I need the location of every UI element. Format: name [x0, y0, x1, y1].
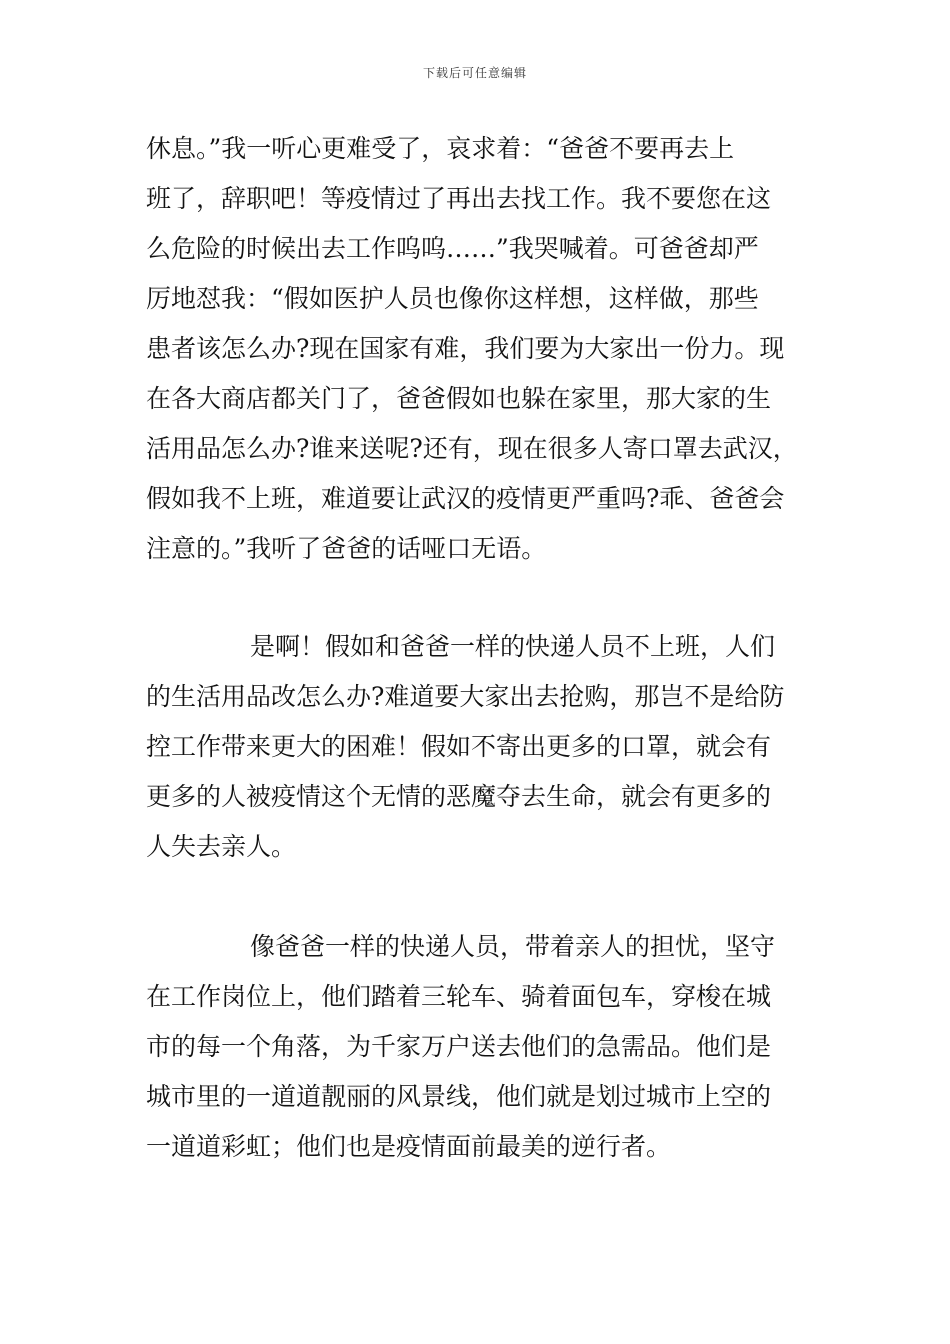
paragraph-line: 在各大商店都关门了，爸爸假如也躲在家里，那大家的生: [146, 384, 772, 413]
paragraph-line: 人失去亲人。: [146, 832, 297, 861]
paragraph-line: 的生活用品改怎么办?难道要大家出去抢购，那岂不是给防: [146, 682, 785, 711]
paragraph-line: 班了，辞职吧！等疫情过了再出去找工作。我不要您在这: [146, 184, 772, 213]
paragraph-line: 休息。”我一听心更难受了，哀求着：“爸爸不要再去上: [146, 134, 735, 163]
paragraph-line: 在工作岗位上，他们踏着三轮车、骑着面包车，穿梭在城: [146, 982, 772, 1011]
paragraph-line: 活用品怎么办?谁来送呢?还有，现在很多人寄口罩去武汉，: [146, 434, 798, 463]
paragraph-2: [146, 622, 808, 872]
paragraph-3: [146, 922, 808, 1172]
paragraph-1: [146, 124, 808, 574]
paragraph-line: 厉地怼我：“假如医护人员也像你这样想，这样做，那些: [146, 284, 759, 313]
paragraph-line: 像爸爸一样的快递人员，带着亲人的担忧，坚守: [250, 932, 776, 961]
paragraph-line: 一道道彩虹；他们也是疫情面前最美的逆行者。: [146, 1132, 672, 1161]
paragraph-line: 是啊！假如和爸爸一样的快递人员不上班，人们: [250, 632, 776, 661]
paragraph-line: 么危险的时候出去工作呜呜……”我哭喊着。可爸爸却严: [146, 234, 759, 263]
paragraph-line: 控工作带来更大的困难！假如不寄出更多的口罩，就会有: [146, 732, 772, 761]
paragraph-line: 市的每一个角落，为千家万户送去他们的急需品。他们是: [146, 1032, 772, 1061]
paragraph-line: 更多的人被疫情这个无情的恶魔夺去生命，就会有更多的: [146, 782, 772, 811]
paragraph-line: 注意的。”我听了爸爸的话哑口无语。: [146, 534, 547, 563]
paragraph-line: 患者该怎么办?现在国家有难，我们要为大家出一份力。现: [146, 334, 785, 363]
paragraph-line: 假如我不上班，难道要让武汉的疫情更严重吗?乖、爸爸会: [146, 484, 785, 513]
paragraph-line: 城市里的一道道靓丽的风景线，他们就是划过城市上空的: [146, 1082, 772, 1111]
header-note: 下载后可任意编辑: [422, 66, 527, 80]
